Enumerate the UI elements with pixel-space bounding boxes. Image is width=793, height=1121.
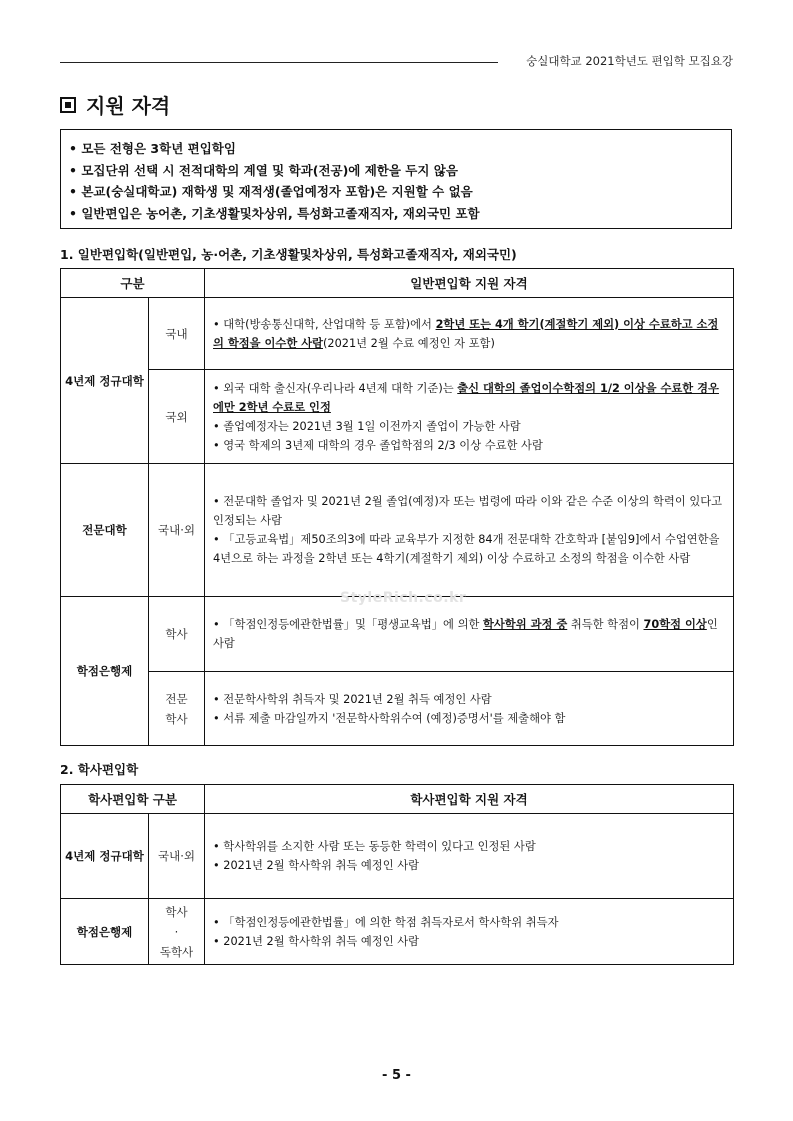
watermark: StyleRich.co.kr: [340, 590, 467, 606]
list-item: [213, 615, 723, 653]
list-item: [213, 379, 723, 417]
text-run: 인 사람: [213, 618, 718, 650]
qualification-foreign: [205, 370, 734, 464]
list-item: • 전문대학 졸업자 및 2021년 2월 졸업(예정)자 또는 법령에 따라 이와 같은 수준 이상의 학력이 있다고 인정되는 사람: [213, 492, 723, 530]
summary-item: • 모집단위 선택 시 전적대학의 계열 및 학과(전공)에 제한을 두지 않음: [69, 160, 731, 182]
section-title-text: 지원 자격: [86, 94, 171, 118]
emphasized-text: 2학년 또는 4개 학기(계절학기 제외) 이상 수료하고 소정의 학점을 이수한 사람: [213, 317, 719, 350]
general-transfer-title: 1. 일반편입학(일반편입, 농·어촌, 기초생활및차상위, 특성화고졸재직자, 재외국민): [60, 247, 517, 262]
general-transfer-table: [60, 268, 734, 746]
qualification-domestic: [205, 298, 734, 370]
subcategory-foreign: 국외: [149, 370, 205, 464]
subcategory-domestic-foreign: 국내·외: [149, 814, 205, 899]
category-label: 4년제 정규대학: [65, 373, 144, 388]
col-header-category: 구분: [61, 269, 205, 298]
bachelor-transfer-title: 2. 학사편입학: [60, 762, 139, 777]
emphasized-text: 출신 대학의 졸업이수학점의 1/2 이상을 수료한 경우에만 2학년 수료로 인정: [213, 381, 719, 414]
summary-list: [69, 138, 731, 224]
text-run: (2021년 2월 수료 예정인 자 포함): [323, 336, 495, 350]
category-4yr-university: [61, 298, 149, 464]
subcategory-domestic-foreign: 국내·외: [149, 464, 205, 597]
list-item: • 서류 제출 마감일까지 '전문학사학위수여 (예정)증명서'를 제출해야 함: [213, 709, 723, 728]
text-run: 대학(방송통신대학, 산업대학 등 포함)에서: [223, 317, 436, 331]
subcategory-bachelor-selfstudy: [149, 899, 205, 965]
document-header: 숭실대학교 2021학년도 편입학 모집요강: [526, 54, 733, 68]
list-item: • 「고등교육법」제50조의3에 따라 교육부가 지정한 84개 전문대학 간호학과 [붙임9]에서 수업연한을 4년으로 하는 과정을 2학년 또는 4학기(계절학기 제외) 이상 수료하고 소정의 학점을 이수한 사람: [213, 530, 723, 568]
header-rule: [60, 62, 498, 63]
summary-item: • 모든 전형은 3학년 편입학임: [69, 138, 731, 160]
subcategory-label-line: 독학사: [159, 944, 194, 959]
subcategory-associate: [149, 672, 205, 746]
category-4yr-university: 4년제 정규대학: [61, 814, 149, 899]
qualification-bachelor: [205, 597, 734, 672]
emphasized-text: 학사학위 과정 중: [482, 618, 568, 631]
qualification-credit-bank: [205, 899, 734, 965]
subcategory-domestic: 국내: [149, 298, 205, 370]
summary-box: [60, 129, 732, 229]
text-run: 「학점인정등에관한법률」및「평생교육법」에 의한: [223, 618, 483, 631]
subcategory-label-line: 전문: [165, 691, 188, 706]
category-credit-bank: 학점은행제: [61, 899, 149, 965]
category-credit-bank: 학점은행제: [61, 597, 149, 746]
col-header-category: 학사편입학 구분: [61, 785, 205, 814]
list-item: [213, 315, 723, 353]
subcategory-label-line: 학사: [165, 904, 188, 919]
col-header-qualification: 일반편입학 지원 자격: [205, 269, 734, 298]
summary-item: • 본교(숭실대학교) 재학생 및 재적생(졸업예정자 포함)은 지원할 수 없음: [69, 181, 731, 203]
bachelor-transfer-table: [60, 784, 734, 965]
text-run: 외국 대학 출신자(우리나라 4년제 대학 기준)는: [223, 381, 458, 395]
qualification-4yr: [205, 814, 734, 899]
qualification-associate: [205, 672, 734, 746]
col-header-qualification: 학사편입학 지원 자격: [205, 785, 734, 814]
list-item: • 졸업예정자는 2021년 3월 1일 이전까지 졸업이 가능한 사람: [213, 417, 723, 436]
category-junior-college: 전문대학: [61, 464, 149, 597]
text-run: 취득한 학점이: [567, 618, 644, 631]
subcategory-label-line: ·: [174, 924, 179, 939]
square-bullet-icon: [60, 97, 76, 113]
list-item: • 영국 학제의 3년제 대학의 경우 졸업학점의 2/3 이상 수료한 사람: [213, 436, 723, 455]
list-item: • 전문학사학위 취득자 및 2021년 2월 취득 예정인 사람: [213, 690, 723, 709]
qualification-junior-college: [205, 464, 734, 597]
subcategory-bachelor: 학사: [149, 597, 205, 672]
list-item: • 학사학위를 소지한 사람 또는 동등한 학력이 있다고 인정된 사람: [213, 837, 723, 856]
emphasized-text: 70학점 이상: [643, 618, 707, 631]
list-item: • 2021년 2월 학사학위 취득 예정인 사람: [213, 856, 723, 875]
list-item: • 2021년 2월 학사학위 취득 예정인 사람: [213, 932, 723, 951]
page-number: - 5 -: [382, 1068, 411, 1083]
section-title: [60, 90, 170, 119]
summary-item: • 일반편입은 농어촌, 기초생활및차상위, 특성화고졸재직자, 재외국민 포함: [69, 203, 731, 225]
list-item: • 「학점인정등에관한법률」에 의한 학점 취득자로서 학사학위 취득자: [213, 913, 723, 932]
subcategory-label-line: 학사: [165, 711, 188, 726]
